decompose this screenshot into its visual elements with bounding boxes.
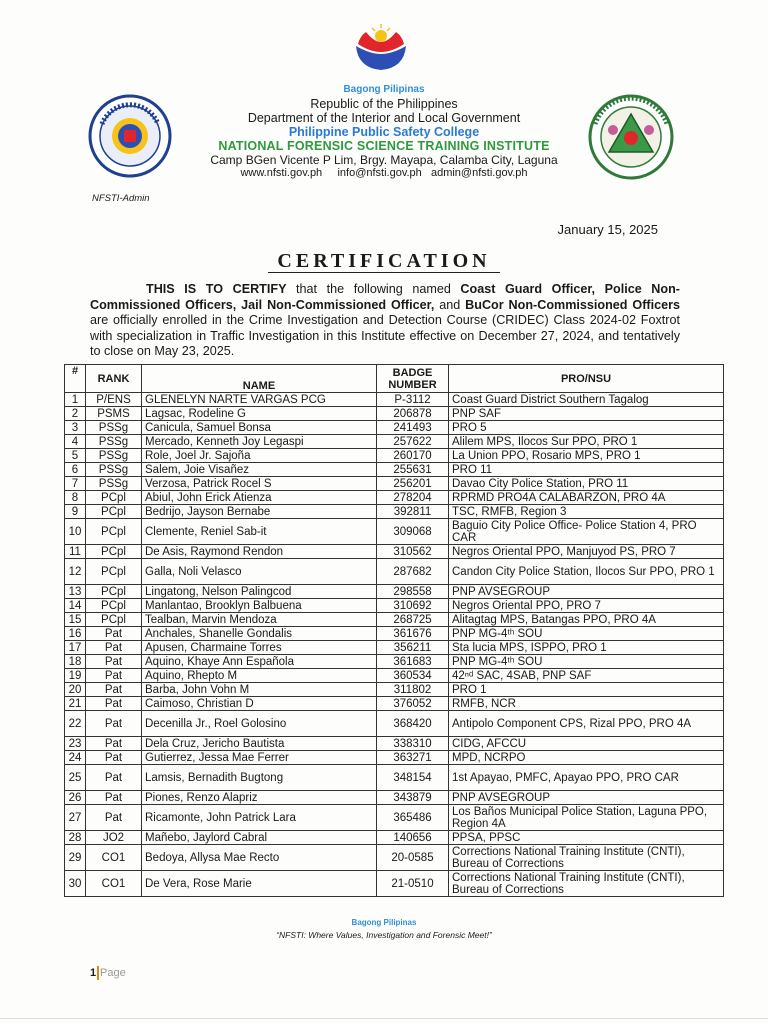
row-rank: PCpl <box>86 613 142 627</box>
row-badge-number: P-3112 <box>377 393 449 407</box>
table-row <box>65 669 724 683</box>
row-name: Anchales, Shanelle Gondalis <box>142 627 377 641</box>
header-bagong-pilipinas: Bagong Pilipinas <box>343 84 425 95</box>
table-row <box>65 599 724 613</box>
row-number: 4 <box>65 435 86 449</box>
row-badge-number: 376052 <box>377 697 449 711</box>
enrollee-table-body <box>65 393 724 897</box>
row-pro-nsu: PRO 5 <box>449 421 724 435</box>
row-rank: PCpl <box>86 559 142 585</box>
row-pro-nsu: PNP SAF <box>449 407 724 421</box>
row-rank: P/ENS <box>86 393 142 407</box>
row-badge-number: 298558 <box>377 585 449 599</box>
table-row <box>65 697 724 711</box>
row-rank: JO2 <box>86 831 142 845</box>
row-name: Barba, John Vohn M <box>142 683 377 697</box>
page-separator <box>97 966 99 980</box>
row-rank: PCpl <box>86 545 142 559</box>
row-badge-number: 392811 <box>377 505 449 519</box>
row-rank: PCpl <box>86 585 142 599</box>
row-rank: Pat <box>86 751 142 765</box>
header-address: Camp BGen Vicente P Lim, Brgy. Mayapa, Calamba City, Laguna <box>210 153 558 167</box>
table-row <box>65 505 724 519</box>
page-label: Page <box>100 967 126 979</box>
row-badge-number: 140656 <box>377 831 449 845</box>
row-pro-nsu: PRO 11 <box>449 463 724 477</box>
row-name: Abiul, John Erick Atienza <box>142 491 377 505</box>
row-number: 19 <box>65 669 86 683</box>
table-row <box>65 449 724 463</box>
row-rank: PSMS <box>86 407 142 421</box>
table-row <box>65 871 724 897</box>
row-pro-nsu: Corrections National Training Institute (CNTI), Bureau of Corrections <box>449 845 724 871</box>
row-number: 13 <box>65 585 86 599</box>
row-rank: Pat <box>86 805 142 831</box>
body-text-2: and <box>434 297 466 312</box>
title-underline <box>268 272 500 273</box>
row-number: 10 <box>65 519 86 545</box>
row-pro-nsu: La Union PPO, Rosario MPS, PRO 1 <box>449 449 724 463</box>
table-row <box>65 393 724 407</box>
row-name: De Asis, Raymond Rendon <box>142 545 377 559</box>
row-number: 12 <box>65 559 86 585</box>
row-badge-number: 348154 <box>377 765 449 791</box>
row-rank: Pat <box>86 683 142 697</box>
reference-code: NFSTI-Admin <box>92 193 150 204</box>
enrollee-table <box>64 364 724 897</box>
row-number: 28 <box>65 831 86 845</box>
table-row <box>65 559 724 585</box>
row-name: Clemente, Reniel Sab-it <box>142 519 377 545</box>
table-row <box>65 765 724 791</box>
certify-lead: THIS IS TO CERTIFY <box>146 282 287 296</box>
document-title: CERTIFICATION <box>277 250 491 272</box>
row-number: 5 <box>65 449 86 463</box>
row-badge-number: 21-0510 <box>377 871 449 897</box>
row-badge-number: 311802 <box>377 683 449 697</box>
row-number: 20 <box>65 683 86 697</box>
row-badge-number: 255631 <box>377 463 449 477</box>
table-row <box>65 477 724 491</box>
row-name: Decenilla Jr., Roel Golosino <box>142 711 377 737</box>
row-badge-number: 360534 <box>377 669 449 683</box>
table-row <box>65 683 724 697</box>
header-institute: NATIONAL FORENSIC SCIENCE TRAINING INSTITUTE <box>218 139 550 153</box>
row-badge-number: 256201 <box>377 477 449 491</box>
table-row <box>65 831 724 845</box>
row-pro-nsu: PNP MG-4ᵗʰ SOU <box>449 655 724 669</box>
row-rank: PCpl <box>86 505 142 519</box>
table-row <box>65 545 724 559</box>
row-rank: Pat <box>86 765 142 791</box>
row-number: 9 <box>65 505 86 519</box>
row-rank: PCpl <box>86 519 142 545</box>
header-college: Philippine Public Safety College <box>288 125 480 139</box>
row-name: Galla, Noli Velasco <box>142 559 377 585</box>
row-rank: Pat <box>86 697 142 711</box>
row-badge-number: 20-0585 <box>377 845 449 871</box>
row-pro-nsu: Candon City Police Station, Ilocos Sur PPO, PRO 1 <box>449 559 724 585</box>
table-row <box>65 737 724 751</box>
row-pro-nsu: MPD, NCRPO <box>449 751 724 765</box>
row-rank: PSSg <box>86 463 142 477</box>
row-name: Tealban, Marvin Mendoza <box>142 613 377 627</box>
row-number: 1 <box>65 393 86 407</box>
row-number: 18 <box>65 655 86 669</box>
table-row <box>65 407 724 421</box>
row-name: De Vera, Rose Marie <box>142 871 377 897</box>
row-pro-nsu: Los Baños Municipal Police Station, Laguna PPO, Region 4A <box>449 805 724 831</box>
row-rank: PCpl <box>86 491 142 505</box>
row-name: Role, Joel Jr. Sajoña <box>142 449 377 463</box>
row-number: 29 <box>65 845 86 871</box>
page-bottom-edge <box>0 1018 768 1019</box>
body-ranks-1: Coast Guard Officer, Police Non-Commissioned Officers, Jail Non-Commissioned Officer, <box>90 282 680 312</box>
body-text-1: that the following named <box>286 282 461 296</box>
row-name: Salem, Joie Visañez <box>142 463 377 477</box>
row-badge-number: 338310 <box>377 737 449 751</box>
bagong-pilipinas-logo <box>352 24 410 72</box>
row-badge-number: 365486 <box>377 805 449 831</box>
row-number: 3 <box>65 421 86 435</box>
row-number: 14 <box>65 599 86 613</box>
row-rank: Pat <box>86 655 142 669</box>
row-pro-nsu: PPSA, PPSC <box>449 831 724 845</box>
row-name: Canicula, Samuel Bonsa <box>142 421 377 435</box>
column-header-pro: PRO/NSU <box>449 365 724 393</box>
row-name: GLENELYN NARTE VARGAS PCG <box>142 393 377 407</box>
row-pro-nsu: PNP AVSEGROUP <box>449 585 724 599</box>
row-name: Apusen, Charmaine Torres <box>142 641 377 655</box>
row-rank: PSSg <box>86 477 142 491</box>
row-pro-nsu: Antipolo Component CPS, Rizal PPO, PRO 4A <box>449 711 724 737</box>
row-pro-nsu: Alilem MPS, Ilocos Sur PPO, PRO 1 <box>449 435 724 449</box>
row-number: 21 <box>65 697 86 711</box>
row-rank: PCpl <box>86 599 142 613</box>
row-pro-nsu: CIDG, AFCCU <box>449 737 724 751</box>
row-badge-number: 361676 <box>377 627 449 641</box>
header-department: Department of the Interior and Local Government <box>247 111 521 125</box>
row-badge-number: 310562 <box>377 545 449 559</box>
row-number: 25 <box>65 765 86 791</box>
row-pro-nsu: Corrections National Training Institute (CNTI), Bureau of Corrections <box>449 871 724 897</box>
row-name: Verzosa, Patrick Rocel S <box>142 477 377 491</box>
row-number: 11 <box>65 545 86 559</box>
column-header-badge: BADGE NUMBER <box>377 365 449 393</box>
row-rank: Pat <box>86 669 142 683</box>
row-badge-number: 310692 <box>377 599 449 613</box>
row-rank: PSSg <box>86 435 142 449</box>
row-badge-number: 260170 <box>377 449 449 463</box>
row-name: Piones, Renzo Alapriz <box>142 791 377 805</box>
table-row <box>65 421 724 435</box>
row-pro-nsu: Alitagtag MPS, Batangas PPO, PRO 4A <box>449 613 724 627</box>
row-rank: Pat <box>86 791 142 805</box>
table-row <box>65 641 724 655</box>
row-rank: PSSg <box>86 421 142 435</box>
footer-motto: “NFSTI: Where Values, Investigation and Forensic Meet!” <box>276 930 492 940</box>
table-row <box>65 585 724 599</box>
row-pro-nsu: PNP AVSEGROUP <box>449 791 724 805</box>
row-rank: CO1 <box>86 845 142 871</box>
row-rank: Pat <box>86 737 142 751</box>
row-name: Gutierrez, Jessa Mae Ferrer <box>142 751 377 765</box>
row-badge-number: 206878 <box>377 407 449 421</box>
row-name: Bedoya, Allysa Mae Recto <box>142 845 377 871</box>
footer-bagong-pilipinas: Bagong Pilipinas <box>351 918 417 927</box>
document-date: January 15, 2025 <box>557 222 658 237</box>
table-row <box>65 463 724 477</box>
table-row <box>65 435 724 449</box>
column-header-number: # <box>65 365 86 393</box>
table-row <box>65 711 724 737</box>
row-number: 16 <box>65 627 86 641</box>
row-badge-number: 268725 <box>377 613 449 627</box>
row-number: 7 <box>65 477 86 491</box>
row-pro-nsu: Sta lucia MPS, ISPPO, PRO 1 <box>449 641 724 655</box>
row-name: Aquino, Rhepto M <box>142 669 377 683</box>
row-name: Lamsis, Bernadith Bugtong <box>142 765 377 791</box>
table-row <box>65 655 724 669</box>
header-republic: Republic of the Philippines <box>310 97 458 111</box>
row-pro-nsu: Coast Guard District Southern Tagalog <box>449 393 724 407</box>
row-name: Aquino, Khaye Ann Española <box>142 655 377 669</box>
row-pro-nsu: Davao City Police Station, PRO 11 <box>449 477 724 491</box>
body-ranks-2: BuCor Non-Commissioned Officers <box>465 297 680 312</box>
enrollee-table-wrapper <box>64 364 723 897</box>
row-badge-number: 278204 <box>377 491 449 505</box>
row-badge-number: 368420 <box>377 711 449 737</box>
row-badge-number: 356211 <box>377 641 449 655</box>
header-web-contacts: www.nfsti.gov.ph info@nfsti.gov.ph admin@nfsti.gov.ph <box>240 167 528 179</box>
table-row <box>65 491 724 505</box>
row-pro-nsu: Baguio City Police Office- Police Station 4, PRO CAR <box>449 519 724 545</box>
row-number: 2 <box>65 407 86 421</box>
row-number: 23 <box>65 737 86 751</box>
table-row <box>65 845 724 871</box>
row-name: Caimoso, Christian D <box>142 697 377 711</box>
row-pro-nsu: PRO 1 <box>449 683 724 697</box>
table-row <box>65 751 724 765</box>
column-header-name: NAME <box>142 365 377 393</box>
row-pro-nsu: Negros Oriental PPO, Manjuyod PS, PRO 7 <box>449 545 724 559</box>
row-rank: Pat <box>86 641 142 655</box>
row-name: Lagsac, Rodeline G <box>142 407 377 421</box>
row-pro-nsu: 1st Apayao, PMFC, Apayao PPO, PRO CAR <box>449 765 724 791</box>
row-badge-number: 257622 <box>377 435 449 449</box>
row-number: 17 <box>65 641 86 655</box>
table-row <box>65 791 724 805</box>
row-pro-nsu: TSC, RMFB, Region 3 <box>449 505 724 519</box>
table-row <box>65 627 724 641</box>
row-badge-number: 309068 <box>377 519 449 545</box>
column-header-rank: RANK <box>86 365 142 393</box>
table-row <box>65 613 724 627</box>
row-pro-nsu: Negros Oriental PPO, PRO 7 <box>449 599 724 613</box>
row-badge-number: 363271 <box>377 751 449 765</box>
body-text-3: are officially enrolled in the Crime Investigation and Detection Course (CRIDEC) Class 2024-02 Foxtrot with specialization in Traffic Investigation in this Institute effective on December 27, 2024, and tentatively to close on May 23, 2025. <box>90 313 680 358</box>
row-number: 22 <box>65 711 86 737</box>
row-rank: PSSg <box>86 449 142 463</box>
row-number: 24 <box>65 751 86 765</box>
row-pro-nsu: 42ⁿᵈ SAC, 4SAB, PNP SAF <box>449 669 724 683</box>
certification-body <box>90 282 680 360</box>
row-badge-number: 287682 <box>377 559 449 585</box>
row-number: 8 <box>65 491 86 505</box>
row-number: 27 <box>65 805 86 831</box>
row-name: Dela Cruz, Jericho Bautista <box>142 737 377 751</box>
row-rank: Pat <box>86 627 142 641</box>
row-number: 6 <box>65 463 86 477</box>
row-name: Ricamonte, John Patrick Lara <box>142 805 377 831</box>
row-name: Manlantao, Brooklyn Balbuena <box>142 599 377 613</box>
row-rank: Pat <box>86 711 142 737</box>
row-pro-nsu: RMFB, NCR <box>449 697 724 711</box>
row-badge-number: 343879 <box>377 791 449 805</box>
row-name: Lingatong, Nelson Palingcod <box>142 585 377 599</box>
table-row <box>65 519 724 545</box>
row-rank: CO1 <box>86 871 142 897</box>
row-name: Mercado, Kenneth Joy Legaspi <box>142 435 377 449</box>
row-pro-nsu: RPRMD PRO4A CALABARZON, PRO 4A <box>449 491 724 505</box>
row-pro-nsu: PNP MG-4ᵗʰ SOU <box>449 627 724 641</box>
table-row <box>65 805 724 831</box>
page-number: 1 <box>90 967 97 979</box>
row-badge-number: 361683 <box>377 655 449 669</box>
row-number: 30 <box>65 871 86 897</box>
row-name: Mañebo, Jaylord Cabral <box>142 831 377 845</box>
row-number: 26 <box>65 791 86 805</box>
row-name: Bedrijo, Jayson Bernabe <box>142 505 377 519</box>
row-number: 15 <box>65 613 86 627</box>
row-badge-number: 241493 <box>377 421 449 435</box>
